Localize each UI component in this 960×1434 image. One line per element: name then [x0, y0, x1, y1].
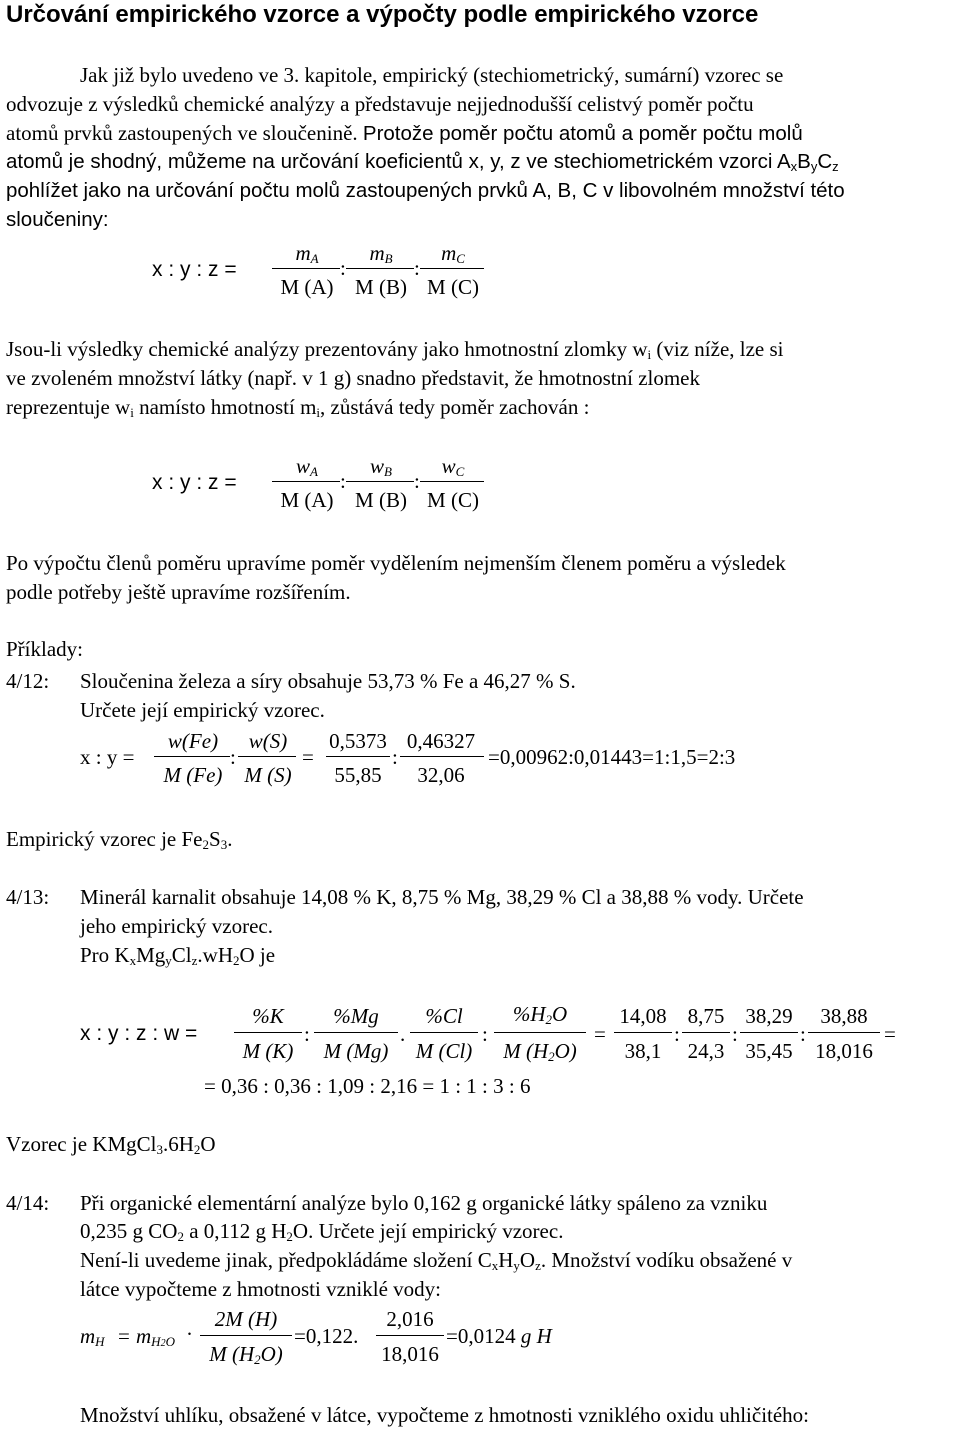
- intro-line-3: atomů prvků zastoupených ve sloučenině. Protože poměr počtu atomů a poměr počtu molů: [6, 121, 803, 145]
- intro-line-1: Jak již bylo uvedeno ve 3. kapitole, empirický (stechiometrický, sumární) vzorec se: [80, 63, 784, 87]
- para2-line-1: Jsou-li výsledky chemické analýzy prezentovány jako hmotnostní zlomky $w_i$ (viz níže, lze si: [6, 337, 784, 362]
- example-result: Empirický vzorec je $Fe_2S_3$.: [6, 827, 233, 852]
- example-number: 4/14:: [6, 1191, 50, 1215]
- para2-line-2: ve zvoleném množství látky (např. v 1 g) snadno představit, že hmotnostní zlomek: [6, 366, 701, 390]
- example-number: 4/13:: [6, 885, 50, 909]
- document-page: Určování empirického vzorce a výpočty podle empirického vzorce Jak již bylo uvedeno ve 3. kapitole, empirický (stechiometrický, sumární) vzorec se odvozuje z výsledků chemické analýzy a představuje nejjednodušší celistvý poměr počtu atomů prvků zastoupených ve sloučenině. Protože poměr počtu atomů a poměr počtu molů atomů je shodný, můžeme na určování koeficientů x, y, z ve stechiometrickém vzorci $A_xB_yC_z$ pohlížet jako na určování počtu molů zastoupených prvků A, B, C v libovolném množství této sloučeniny: x : y : z = $m_A$ M (A) : $m_B$ M (B) : $m_C$ M (C) Jsou-li výsledky chemické analýzy prezentovány jako hmotnostní zlomky $w_i$ (viz níže, lze si ve zvoleném množství látky (např. v 1 g) snadno představit, že hmotnostní zlomek reprezentuje $w_i$ namísto hmotností $m_i$, zůstává tedy poměr zachován : x : y : z = $w_A$ M (A) : $w_B$ M (B) : $w_C$ M (C) Po výpočtu členů poměru upravíme poměr vydělením nejmenším členem poměru a výsledek podle potřeby ještě upravíme rozšířením. Příklady: 4/12: Sloučenina železa a síry obsahuje 53,73 % Fe a 46,27 % S. Určete její empirický vzorec. x : y = w(Fe) M (Fe) : w(S) M (S) = 0,5373 55,85 : 0,46327 32,06 =0,00962:0,01443=1:1,5=2:3 Empirický vzorec je $Fe_2S_3$. 4/13: Minerál karnalit obsahuje 14,08 % K, 8,75 % Mg, 38,29 % Cl a 38,88 % vody. Určete jeho empirický vzorec. Pro $K_xMg_yCl_z.wH_2O$ je x : y : z : w = %K M (K) : %Mg M (Mg) . %Cl M (Cl) : $\%H_2O$ M $(H_2O)$ = 14,08 38,1 : 8,75 24,3 : 38,29 35,45 : 38,88 18,016 = = 0,36 : 0,36 : 1,09 : 2,16 = 1 : 1 : 3 : 6 Vzorec je $KMgCl_3.6H_2O$ 4/14: Při organické elementární analýze bylo 0,162 g organické látky spáleno za vzniku 0,235 g $CO_2$ a 0,112 g $H_2O$. Určete její empirický vzorec. Není-li uvedeme jinak, předpokládáme složení $C_xH_yO_z$. Množství vodíku obsažené v látce vypočteme z hmotnosti vzniklé vody: $m_H$ = $m_{H2O}$ · 2M (H) M $(H_2O)$ =0,122. 2,016 18,016 =0,0124 g H Množství uhlíku, obsažené v látce, vypočteme z hmotnosti vzniklého oxidu uhličitého:: [6, 1, 896, 1427]
- intro-line-5: pohlížet jako na určování počtu molů zastoupených prvků A, B, C v libovolném množství této: [6, 179, 845, 202]
- para2-line-3: reprezentuje $w_i$ namísto hmotností $m_i$, zůstává tedy poměr zachován :: [6, 395, 590, 420]
- example-result: Vzorec je $KMgCl_3.6H_2O$: [6, 1132, 216, 1157]
- page-title: Určování empirického vzorce a výpočty podle empirického vzorce: [6, 1, 759, 28]
- para3-line-1: Po výpočtu členů poměru upravíme poměr vydělením nejmenším členem poměru a výsledek: [6, 551, 786, 575]
- examples-heading: Příklady:: [6, 637, 83, 661]
- intro-line-4: atomů je shodný, můžeme na určování koeficientů x, y, z ve stechiometrickém vzorci $A_xB_yC_z$: [6, 150, 839, 174]
- intro-line-6: sloučeniny:: [6, 208, 109, 231]
- para3-line-2: podle potřeby ještě upravíme rozšířením.: [6, 580, 351, 604]
- intro-line-2: odvozuje z výsledků chemické analýzy a představuje nejjednodušší celistvý poměr počtu: [6, 92, 754, 116]
- example-number: 4/12:: [6, 669, 50, 693]
